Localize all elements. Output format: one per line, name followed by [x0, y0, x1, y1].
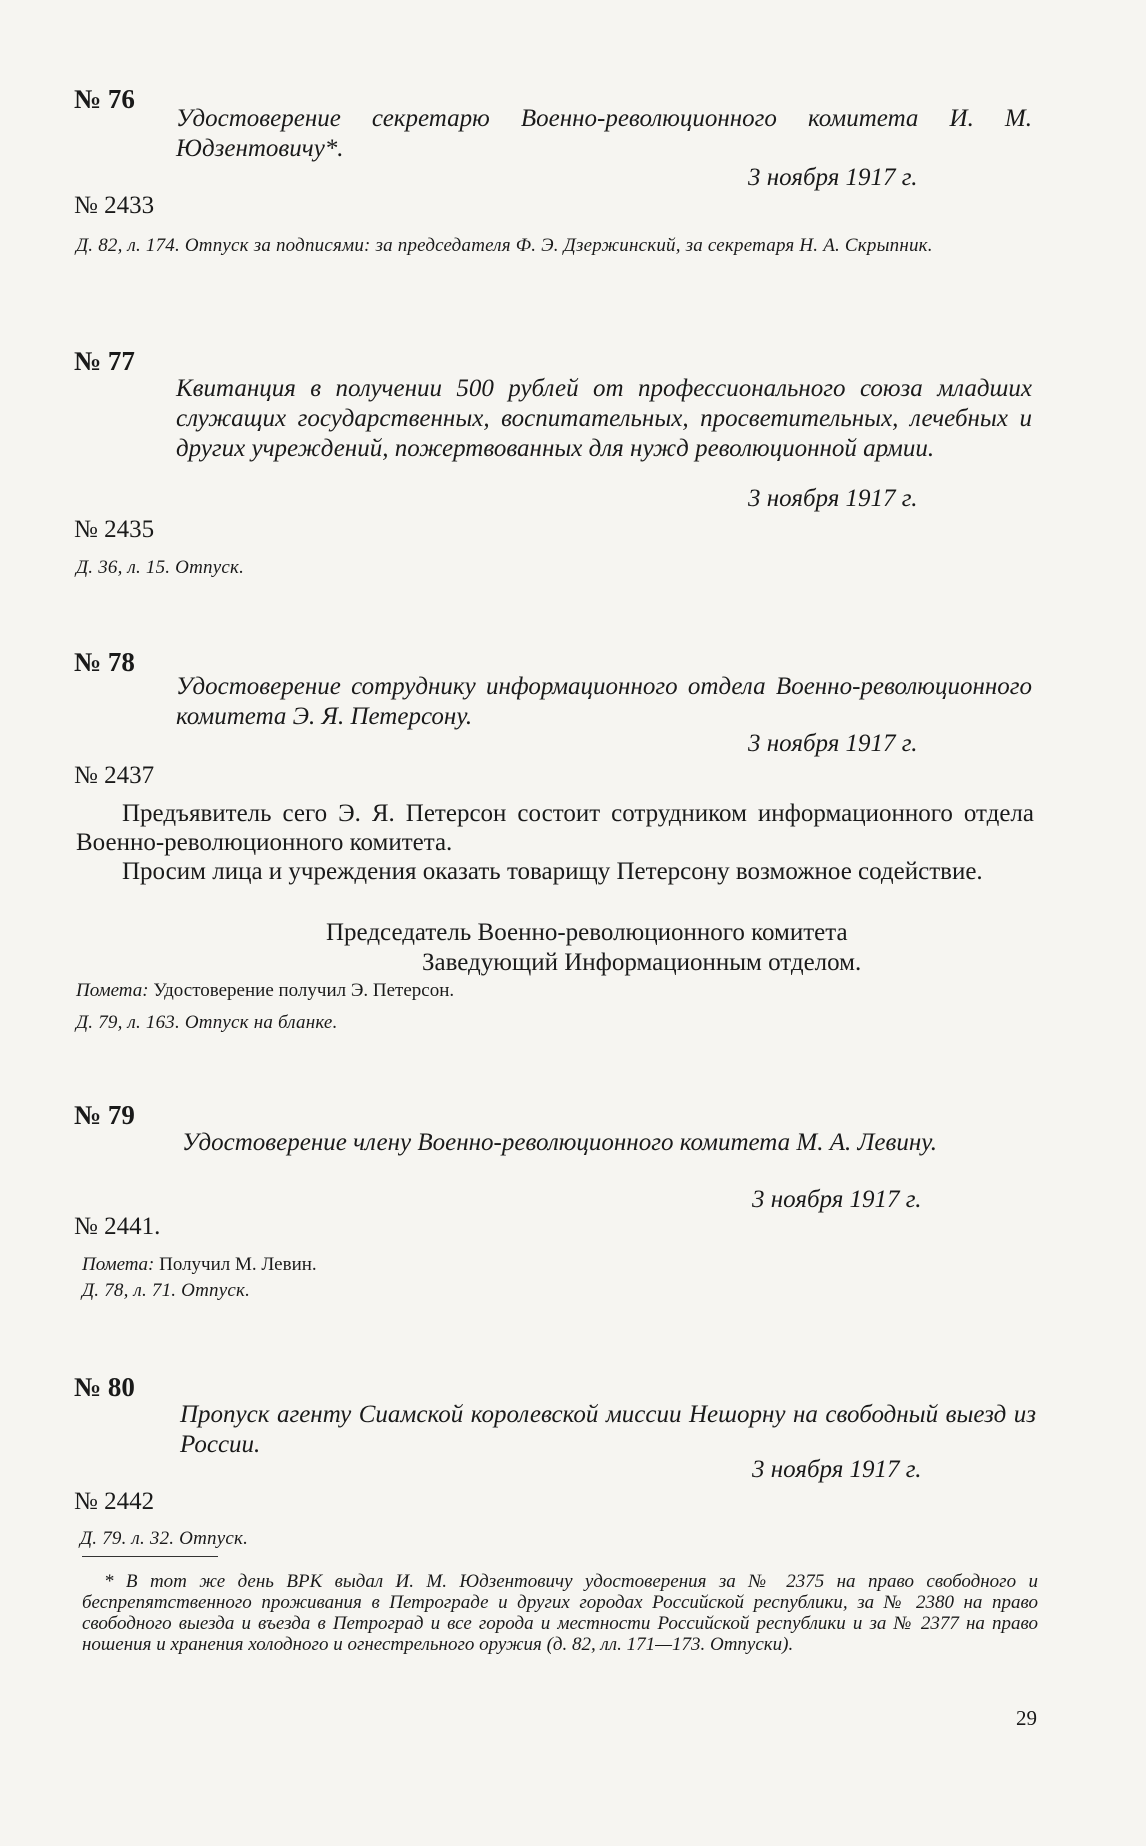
doc-77-date: 3 ноября 1917 г. [748, 485, 918, 512]
footnote: * В тот же день ВРК выдал И. М. Юдзентовичу удостоверения за № 2375 на право свободного и беспрепятственного проживания в Петрограде и других городах Российской республики, за № 2380 на право свободного выезда и въезда в Петроград и все города и местности Российской республики и за № 2377 на право ношения и хранения холодного и огнестрельного оружия (д. 82, лл. 171—173. Отпуски). [82, 1571, 1038, 1655]
doc-78-number: № 78 [74, 647, 135, 677]
doc-76-number: № 76 [74, 84, 135, 114]
doc-77-source: Д. 36, л. 15. Отпуск. [76, 557, 245, 578]
doc-79-note [82, 1254, 317, 1276]
doc-76-source: Д. 82, л. 174. Отпуск за подписями: за председателя Ф. Э. Дзержинский, за секретаря Н. А. Скрыпник. [76, 235, 933, 256]
doc-80-reg: № 2442 [74, 1488, 155, 1515]
doc-80-number: № 80 [74, 1372, 135, 1402]
doc-79-source: Д. 78, л. 71. Отпуск. [82, 1280, 251, 1301]
doc-79-date: 3 ноября 1917 г. [752, 1186, 922, 1213]
doc-80-source: Д. 79. л. 32. Отпуск. [80, 1528, 249, 1549]
note-label: Пометa: [82, 1254, 155, 1275]
doc-78-reg: № 2437 [74, 762, 155, 789]
doc-79-title: Удостоверение члену Военно-революционного комитета М. А. Левину. [182, 1129, 938, 1156]
note-text: Удостоверение получил Э. Петерсон. [153, 980, 455, 1001]
doc-78-body-paragraph: Предъявитель сего Э. Я. Петерсон состоит сотрудником информационного отдела Военно-революционного комитета. [76, 800, 1034, 856]
doc-78-note [76, 980, 454, 1002]
doc-78-signature-chairman: Председатель Военно-революционного комитета [326, 919, 848, 946]
doc-78-title: Удостоверение сотруднику информационного отдела Военно-революционного комитета Э. Я. Петерсону. [176, 673, 1032, 730]
note-text: Получил М. Левин. [159, 1254, 317, 1275]
note-label: Помета: [76, 980, 149, 1001]
doc-77-number: № 77 [74, 346, 135, 376]
footnote-rule [82, 1556, 218, 1557]
doc-78-source: Д. 79, л. 163. Отпуск на бланке. [76, 1012, 338, 1033]
doc-79-reg: № 2441. [74, 1213, 161, 1240]
doc-76-reg: № 2433 [74, 192, 155, 219]
doc-76-date: 3 ноября 1917 г. [748, 164, 918, 191]
doc-77-reg: № 2435 [74, 516, 155, 543]
doc-78-date: 3 ноября 1917 г. [748, 730, 918, 757]
doc-80-title: Пропуск агенту Сиамской королевской миссии Нешорну на свободный выезд из России. [180, 1401, 1036, 1458]
doc-79-number: № 79 [74, 1100, 135, 1130]
doc-78-body-paragraph: Просим лица и учреждения оказать товарищу Петерсону возможное содействие. [122, 858, 983, 885]
page-number: 29 [1016, 1706, 1037, 1730]
doc-76-title: Удостоверение секретарю Военно-революционного комитета И. М. Юдзентовичу*. [176, 105, 1032, 162]
doc-78-signature-head: Заведующий Информационным отделом. [422, 949, 862, 976]
doc-80-date: 3 ноября 1917 г. [752, 1456, 922, 1483]
doc-77-title: Квитанция в получении 500 рублей от профессионального союза младших служащих государственных, воспитательных, просветительных, лечебных и других учреждений, пожертвованных для нужд революционной армии. [176, 375, 1032, 462]
